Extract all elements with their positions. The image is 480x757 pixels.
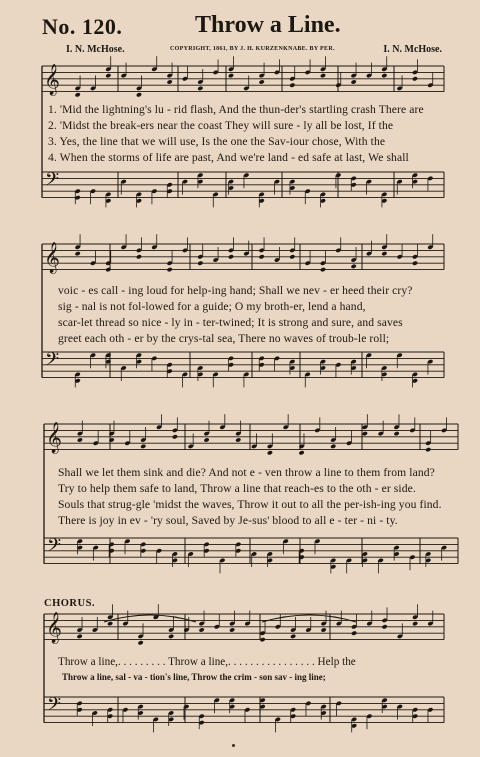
copyright-notice: COPYRIGHT, 1861, BY J. H. KURZENKNABE. BY PER. <box>170 46 335 52</box>
system-4-treble-clef: 𝄞 <box>46 611 62 643</box>
system-2-treble-note <box>320 267 326 272</box>
system-4-treble-note <box>229 627 235 632</box>
system-1-treble-note <box>381 73 387 78</box>
system-1-treble-clef: 𝄞 <box>44 63 60 95</box>
system-3-treble-note <box>235 437 241 442</box>
system-2-treble-note <box>167 267 173 272</box>
system-4-treble-note <box>412 621 418 626</box>
chorus-response-line: Throw a line, sal - va - tion's line, Throw the crim - son sav - ing line; <box>62 672 326 682</box>
system-3-treble-note <box>267 450 273 455</box>
verse-line: scar-let thread so nice - ly in - ter-twined; It is strong and sure, and saves <box>58 316 403 329</box>
system-2-treble-note <box>381 251 387 256</box>
system-2-treble-note <box>259 254 265 259</box>
page-mark <box>232 744 235 747</box>
system-3-treble-note <box>140 444 146 449</box>
hymn-title: Throw a Line. <box>195 12 341 38</box>
system-1-treble-note <box>167 79 173 84</box>
system-3-treble-clef: 𝄞 <box>46 421 62 453</box>
system-1-treble-note <box>136 92 142 97</box>
system-4-treble-note <box>107 621 113 626</box>
verse-line: Shall we let them sink and die? And not e - ven throw a line to them from land? <box>58 466 435 479</box>
verse-line: 3. Yes, the line that we will use, Is the one the Sav-iour chose, With the <box>48 135 386 148</box>
system-1-treble-note <box>75 92 81 97</box>
verse-line: Souls that strug-gle 'midst the waves, Throw it out to all the per-ish-ing you find. <box>58 498 442 511</box>
system-3-treble-note <box>425 447 431 452</box>
system-1-treble-note <box>228 73 234 78</box>
chorus-slur <box>262 615 356 622</box>
system-3-treble-note <box>362 431 368 436</box>
system-2-treble-note <box>136 254 142 259</box>
system-1-bass-clef: 𝄢 <box>45 169 59 195</box>
system-2-treble-note <box>75 251 81 256</box>
system-2-treble-note <box>228 254 234 259</box>
system-3-treble-note <box>393 431 399 436</box>
verse-line: 4. When the storms of life are past, And we're land - ed safe at last, We shall <box>48 151 409 164</box>
system-2-treble-note <box>197 261 203 266</box>
system-4-treble-note <box>168 634 174 639</box>
system-1-treble-note <box>320 73 326 78</box>
system-3-treble-note <box>298 450 304 455</box>
system-3-treble-note <box>330 444 336 449</box>
verse-line: There is joy in ev - 'ry soul, Saved by Je-sus' blood to all e - ter - ni - ty. <box>58 514 398 527</box>
chorus-lead-line: Throw a line,. . . . . . . . . Throw a line,. . . . . . . . . . . . . . . . Help the <box>58 656 356 668</box>
verse-line: greet each oth - er by the crys-tal sea, There no waves of troub-le roll; <box>58 332 390 345</box>
system-2-treble-note <box>289 254 295 259</box>
system-4-treble-note <box>290 634 296 639</box>
verse-line: Try to help them safe to land, Throw a line that reach-es to the oth - er side. <box>58 482 416 495</box>
chorus-label: CHORUS. <box>44 598 96 609</box>
system-3-treble-note <box>108 437 114 442</box>
verse-line: 2. 'Midst the break-ers near the coast They will sure - ly all be lost, If the <box>48 119 394 132</box>
verse-line: sig - nal is not fol-lowed for a guide; O my broth-er, lend a hand, <box>58 300 366 313</box>
system-4-treble-note <box>351 631 357 636</box>
system-4-treble-note <box>199 627 205 632</box>
system-2-treble-note <box>412 261 418 266</box>
system-3-treble-note <box>172 434 178 439</box>
verse-line: voic - es call - ing loud for help-ing hand; Shall we nev - er heed their cry? <box>58 284 413 297</box>
system-4-treble-note <box>138 640 144 645</box>
system-4-treble-note <box>382 624 388 629</box>
composer-credit: I. N. McHose. <box>383 44 442 55</box>
system-1-treble-note <box>105 73 111 78</box>
system-1-treble-note <box>259 79 265 84</box>
system-3-treble-note <box>203 437 209 442</box>
system-4-treble-note <box>321 627 327 632</box>
system-4-treble-note <box>77 634 83 639</box>
system-2-treble-note <box>351 264 357 269</box>
verse-line: 1. 'Mid the lightning's lu - rid flash, And the thun-der's startling crash There are <box>48 103 424 116</box>
system-1-treble-note <box>351 79 357 84</box>
system-4-bass-clef: 𝄢 <box>47 694 61 720</box>
system-1-treble-note <box>197 86 203 91</box>
system-2-bass-clef: 𝄢 <box>45 349 59 375</box>
system-1-treble-note <box>289 83 295 88</box>
system-3-treble-note <box>77 437 83 442</box>
hymn-number: No. 120. <box>42 14 123 39</box>
system-3-bass-clef: 𝄢 <box>47 535 61 561</box>
system-1-treble-note <box>412 76 418 81</box>
lyricist-credit: I. N. McHose. <box>66 44 125 55</box>
system-2-treble-clef: 𝄞 <box>44 241 60 273</box>
